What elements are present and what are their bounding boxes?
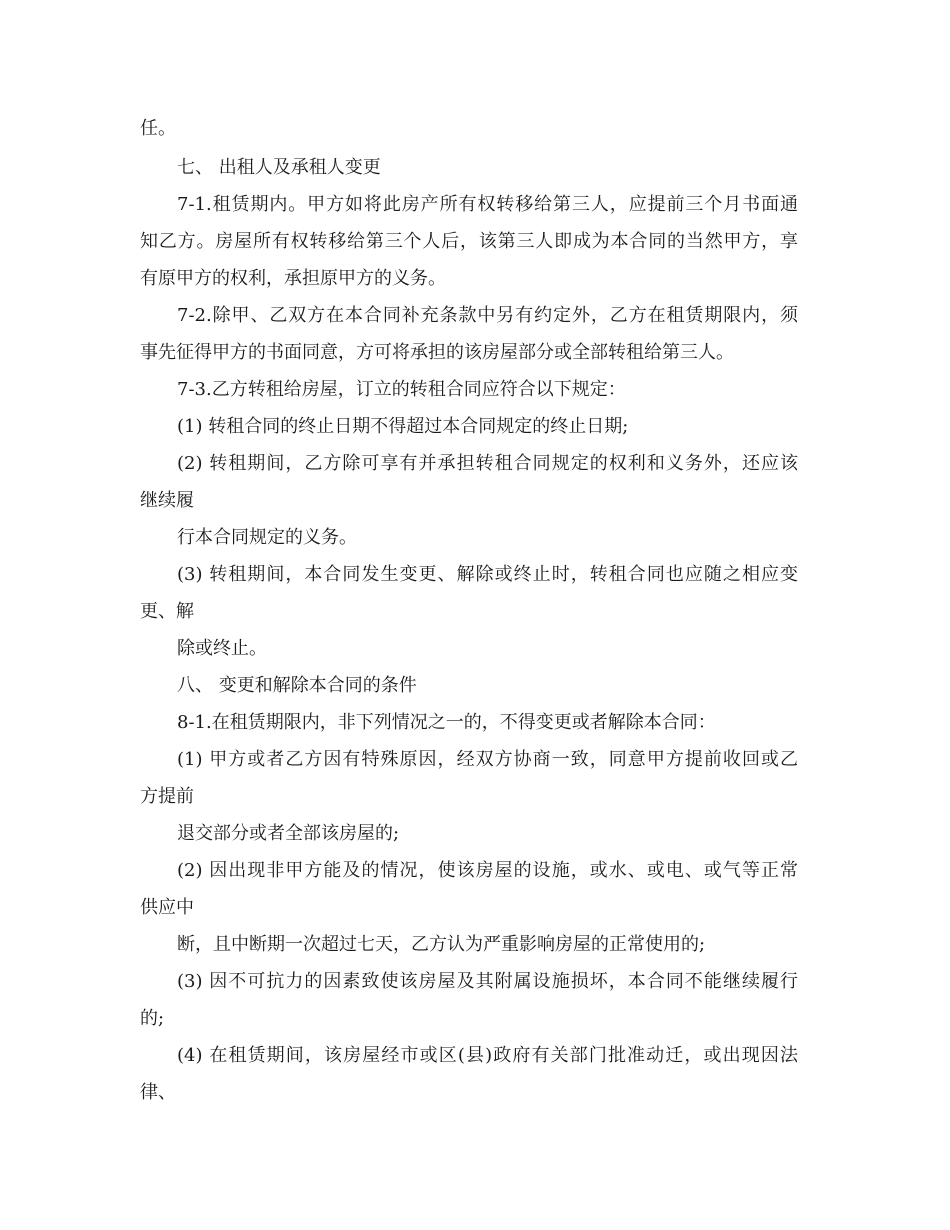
text-line: 有原甲方的权利，承担原甲方的义务。 xyxy=(140,268,446,289)
text-line: 行本合同规定的义务。 xyxy=(177,527,357,548)
text-line: (3) 因不可抗力的因素致使该房屋及其附属设施损坏，本合同不能继续履行 xyxy=(177,971,798,992)
text-line: (1) 转租合同的终止日期不得超过本合同规定的终止日期; xyxy=(177,416,629,437)
text-line: 退交部分或者全部该房屋的; xyxy=(177,823,400,844)
text-line: 断，且中断期一次超过七天，乙方认为严重影响房屋的正常使用的; xyxy=(177,934,706,955)
text-line: (2) 因出现非甲方能及的情况，使该房屋的设施，或水、或电、或气等正常 xyxy=(177,860,798,881)
text-line: 事先征得甲方的书面同意，方可将承担的该房屋部分或全部转租给第三人。 xyxy=(140,342,734,363)
text-line: 的; xyxy=(140,1008,165,1029)
text-line: 律、 xyxy=(140,1082,176,1103)
section-heading: 七、 出租人及承租人变更 xyxy=(177,157,381,178)
text-line: 除或终止。 xyxy=(177,638,267,659)
text-line: 更、解 xyxy=(140,601,194,622)
text-line: (2) 转租期间，乙方除可享有并承担转租合同规定的权利和义务外，还应该 xyxy=(177,453,798,474)
text-line: (3) 转租期间，本合同发生变更、解除或终止时，转租合同也应随之相应变 xyxy=(177,564,798,585)
text-line: 8-1.在租赁期限内，非下列情况之一的，不得变更或者解除本合同： xyxy=(177,712,716,733)
text-line: 7-3.乙方转租给房屋，订立的转租合同应符合以下规定： xyxy=(177,379,626,400)
section-heading: 八、 变更和解除本合同的条件 xyxy=(177,675,417,696)
text-line: 7-2.除甲、乙双方在本合同补充条款中另有约定外，乙方在租赁期限内，须 xyxy=(177,305,798,326)
text-line: 方提前 xyxy=(140,786,194,807)
text-line: 7-1.租赁期内。甲方如将此房产所有权转移给第三人，应提前三个月书面通 xyxy=(177,194,798,215)
text-line: 知乙方。房屋所有权转移给第三个人后，该第三人即成为本合同的当然甲方，享 xyxy=(140,231,798,252)
text-line: (1) 甲方或者乙方因有特殊原因，经双方协商一致，同意甲方提前收回或乙 xyxy=(177,749,798,770)
text-line: (4) 在租赁期间，该房屋经市或区(县)政府有关部门批准动迁，或出现因法 xyxy=(177,1045,798,1066)
text-line: 供应中 xyxy=(140,897,194,918)
text-line: 任。 xyxy=(140,118,176,139)
text-line: 继续履 xyxy=(140,490,194,511)
